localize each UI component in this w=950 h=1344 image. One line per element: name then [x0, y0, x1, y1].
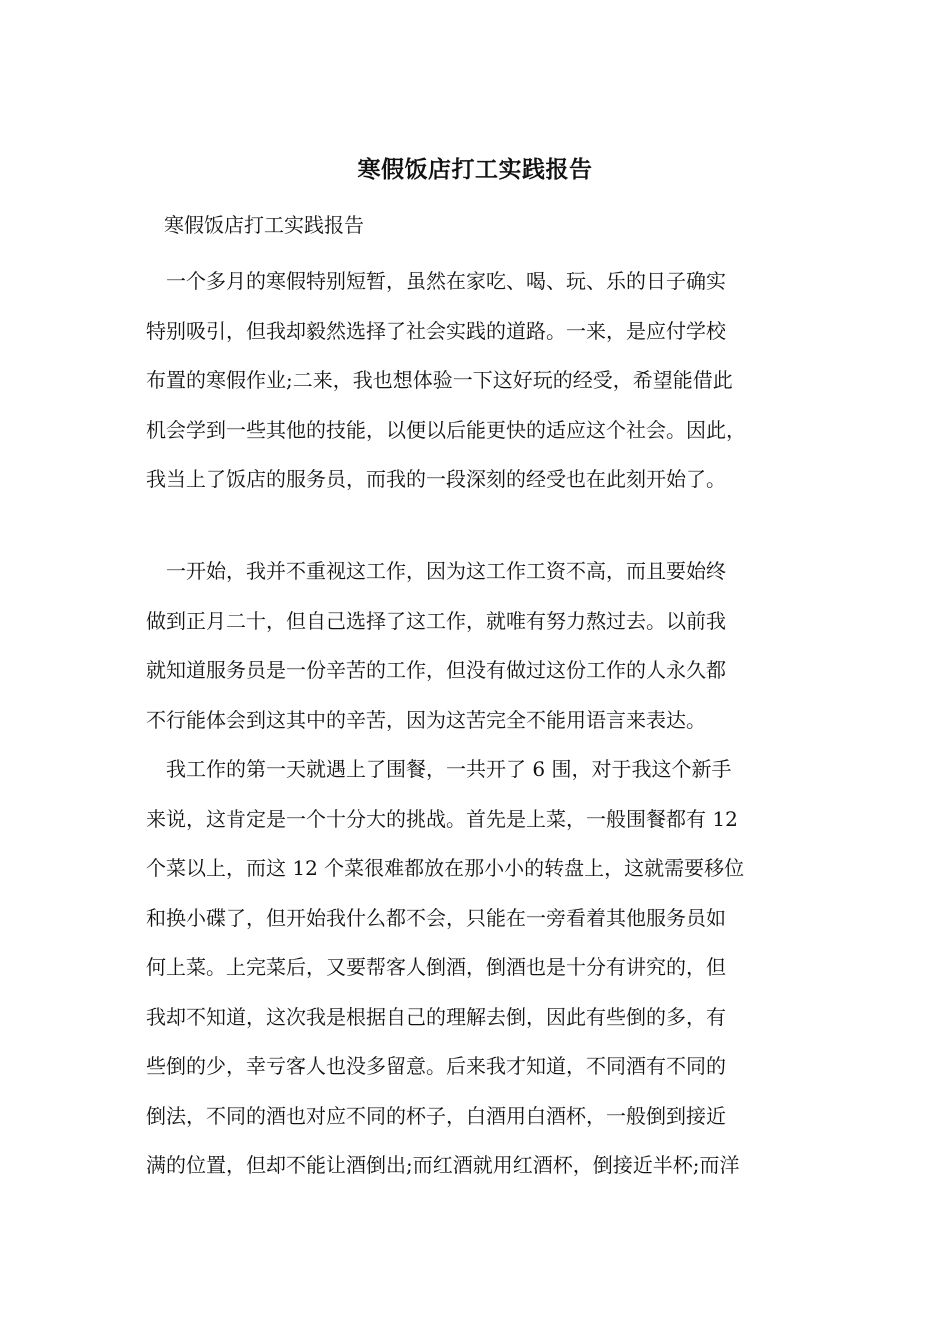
paragraph-line: 和换小碟了，但开始我什么都不会，只能在一旁看着其他服务员如 [146, 905, 726, 930]
paragraph-line: 做到正月二十，但自己选择了这工作，就唯有努力熬过去。以前我 [146, 608, 726, 633]
paragraph-line: 机会学到一些其他的技能，以便以后能更快的适应这个社会。因此， [146, 417, 746, 442]
paragraph-line: 一开始，我并不重视这工作，因为这工作工资不高，而且要始终 [146, 559, 726, 583]
paragraph-line: 不行能体会到这其中的辛苦，因为这苦完全不能用语言来表达。 [146, 707, 706, 732]
paragraph-line: 我工作的第一天就遇上了围餐，一共开了 6 围，对于我这个新手 [146, 757, 732, 781]
paragraph-line: 一个多月的寒假特别短暂，虽然在家吃、喝、玩、乐的日子确实 [146, 269, 726, 293]
paragraph-line: 倒法，不同的酒也对应不同的杯子，白酒用白酒杯，一般倒到接近 [146, 1103, 726, 1128]
document-title: 寒假饭店打工实践报告 [357, 156, 593, 183]
paragraph-line: 来说，这肯定是一个十分大的挑战。首先是上菜，一般围餐都有 12 [146, 806, 738, 831]
paragraph-line: 就知道服务员是一份辛苦的工作，但没有做过这份工作的人永久都 [146, 658, 726, 682]
paragraph-line: 何上菜。上完菜后，又要帮客人倒酒，倒酒也是十分有讲究的，但 [146, 955, 726, 979]
paragraph-line: 特别吸引，但我却毅然选择了社会实践的道路。一来，是应付学校 [146, 318, 726, 343]
paragraph-line: 个菜以上，而这 12 个菜很难都放在那小小的转盘上，这就需要移位 [146, 856, 745, 880]
paragraph-line: 布置的寒假作业;二来，我也想体验一下这好玩的经受，希望能借此 [146, 368, 733, 392]
paragraph-1 [146, 257, 826, 505]
paragraph-3 [146, 745, 826, 1191]
paragraph-line: 我却不知道，这次我是根据自己的理解去倒，因此有些倒的多，有 [146, 1004, 726, 1029]
paragraph-line: 些倒的少，幸亏客人也没多留意。后来我才知道，不同酒有不同的 [146, 1054, 726, 1078]
paragraph-2 [146, 547, 826, 745]
document-subtitle: 寒假饭店打工实践报告 [164, 213, 364, 237]
paragraph-line: 我当上了饭店的服务员，而我的一段深刻的经受也在此刻开始了。 [146, 467, 726, 491]
paragraph-line: 满的位置，但却不能让酒倒出;而红酒就用红酒杯，倒接近半杯;而洋 [146, 1153, 740, 1177]
